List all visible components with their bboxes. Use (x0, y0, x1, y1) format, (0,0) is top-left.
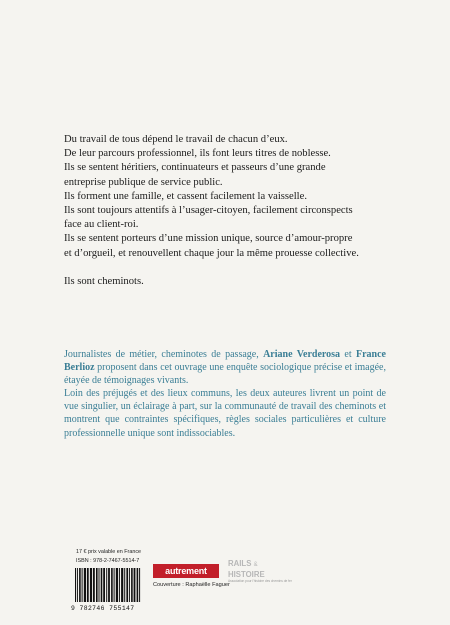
isbn-text: ISBN : 978-2-7467-5514-7 (76, 558, 140, 564)
publisher-logo: autrement (153, 564, 219, 578)
intro-closing: Ils sont cheminots. (64, 275, 144, 287)
cover-credit: Couverture : Raphaëlle Faguer (153, 582, 230, 588)
blurb-paragraph-1: Journalistes de métier, cheminotes de passage, Ariane Verderosa et France Berlioz proposent dans cet ouvrage une enquête sociologique précise et imagée, étayée de témoignages vivants. (64, 349, 386, 387)
intro-line: Ils sont toujours attentifs à l’usager-citoyen, facilement circonspects (64, 205, 353, 217)
barcode-bars (71, 568, 151, 604)
price-text: 17 € prix valable en France (76, 549, 142, 555)
price-isbn (76, 548, 141, 566)
intro-line: Ils se sentent porteurs d’une mission unique, source d’amour-propre (64, 233, 353, 245)
intro-line: entreprise publique de service public. (64, 176, 223, 188)
rails-tagline: Association pour l'histoire des chemins de fer (228, 579, 292, 583)
author-name: France Berlioz (64, 349, 386, 374)
blurb-paragraph-2: Loin des préjugés et des lieux communs, les deux auteures livrent un point de vue singulier, un éclairage à part, sur la communauté de travail des cheminots et montrent que contraintes spécifiques, règles sociales particulières et culture professionnelle unique sont indissociables. (64, 388, 386, 439)
barcode (71, 568, 151, 615)
intro-line: Ils forment une famille, et cassent facilement la vaisselle. (64, 190, 307, 202)
intro-line: Du travail de tous dépend le travail de chacun d’eux. (64, 134, 288, 145)
book-blurb (64, 348, 386, 440)
intro-line: De leur parcours professionnel, ils font leurs titres de noblesse. (64, 148, 331, 160)
intro-line: et d’orgueil, et renouvellent chaque jour la même prouesse collective. (64, 247, 359, 259)
intro-line: Ils se sentent héritiers, continuateurs et passeurs d’une grande (64, 162, 326, 174)
intro-text (64, 133, 404, 289)
barcode-digits: 9 782746 755147 (71, 605, 135, 612)
intro-line: face au client-roi. (64, 219, 139, 231)
author-name: Ariane Verderosa (263, 349, 341, 360)
rails-histoire-logo: RAILS & HISTOIRE Association pour l'histoire des chemins de fer (228, 559, 348, 583)
